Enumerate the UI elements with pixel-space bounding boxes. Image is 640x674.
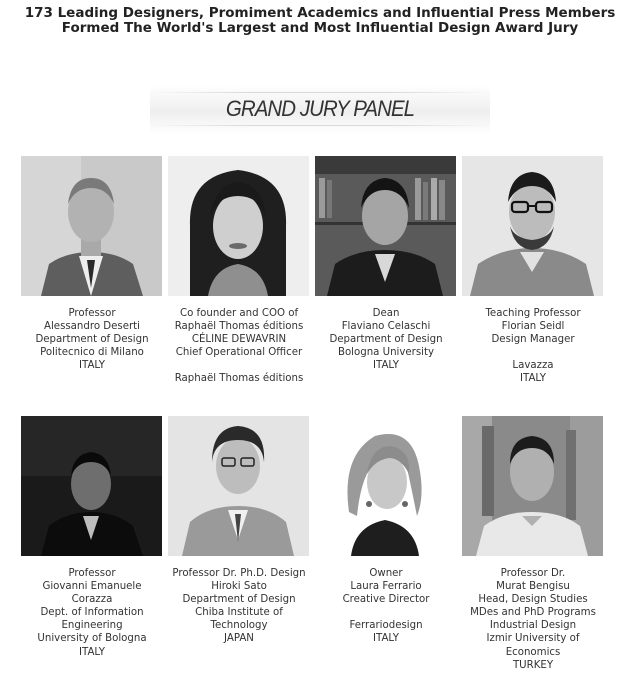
jury-detail: Department of Design [35, 334, 149, 346]
jury-spacer [315, 606, 457, 619]
headline-line-2: Formed The World's Largest and Most Influential Design Award Jury [61, 20, 579, 36]
banner-divider-bottom [150, 125, 490, 126]
jury-country: ITALY [373, 633, 399, 645]
jury-card[interactable] [168, 156, 310, 386]
jury-card[interactable] [168, 416, 310, 646]
jury-detail: Chiba Institute of [195, 607, 283, 619]
jury-title: Professor Dr. [500, 568, 566, 579]
jury-detail: Head, Design Studies [478, 594, 588, 606]
jury-detail: Izmir University of [486, 633, 580, 645]
jury-photo[interactable] [315, 416, 456, 556]
jury-title: Owner [369, 568, 403, 579]
jury-name: CÉLINE DEWAVRIN [191, 334, 287, 346]
jury-photo[interactable] [21, 416, 162, 556]
jury-card[interactable] [315, 156, 457, 372]
jury-name: Flaviano Celaschi [341, 321, 431, 333]
jury-title: Dean [372, 308, 400, 319]
jury-detail: Department of Design [182, 594, 296, 606]
jury-company: Ferrariodesign [349, 620, 423, 632]
grand-jury-banner [150, 84, 490, 134]
jury-info [315, 567, 457, 646]
jury-info [462, 307, 604, 386]
banner-title: GRAND JURY PANEL [225, 96, 415, 121]
jury-info [21, 307, 163, 372]
jury-title: Co founder and COO of [179, 308, 299, 319]
jury-photo[interactable] [168, 156, 309, 296]
jury-card[interactable] [462, 416, 604, 672]
jury-info [21, 567, 163, 659]
jury-detail: MDes and PhD Programs [470, 607, 596, 619]
jury-country: TURKEY [512, 659, 554, 671]
jury-photo[interactable] [462, 156, 603, 296]
jury-title: Teaching Professor [485, 308, 581, 319]
jury-country: ITALY [520, 373, 546, 385]
jury-name: Florian Seidl [501, 321, 565, 333]
jury-detail: Creative Director [342, 594, 430, 606]
headline-line-1: 173 Leading Designers, Promiment Academics and Influential Press Members [24, 5, 616, 21]
jury-detail: Politecnico di Milano [40, 347, 144, 359]
jury-country: ITALY [79, 360, 105, 372]
jury-name: Hiroki Sato [211, 581, 267, 593]
banner-divider-top [150, 92, 490, 93]
jury-detail: Industrial Design [489, 620, 577, 632]
jury-country: ITALY [79, 646, 105, 658]
jury-photo[interactable] [168, 416, 309, 556]
jury-photo[interactable] [462, 416, 603, 556]
jury-name: Alessandro Deserti [44, 321, 140, 333]
page-headline [0, 6, 640, 36]
jury-country: JAPAN [224, 633, 254, 645]
jury-company: Raphaël Thomas éditions [174, 373, 304, 385]
jury-name: Corazza [71, 594, 113, 606]
jury-country: ITALY [373, 360, 399, 372]
jury-title: Professor Dr. Ph.D. Design [172, 568, 306, 579]
jury-info [315, 307, 457, 372]
jury-photo[interactable] [315, 156, 456, 296]
jury-detail: Technology [210, 620, 268, 632]
jury-name: Giovanni Emanuele [42, 581, 142, 593]
jury-spacer [168, 359, 310, 372]
jury-detail: Chief Operational Officer [175, 347, 303, 359]
jury-card[interactable] [21, 416, 163, 659]
jury-title: Professor [68, 568, 116, 579]
jury-card[interactable] [462, 156, 604, 386]
jury-info [168, 567, 310, 646]
jury-detail: Design Manager [491, 334, 575, 346]
jury-card[interactable] [315, 416, 457, 646]
jury-detail: Dept. of Information [40, 607, 144, 619]
jury-detail: Bologna University [337, 347, 435, 359]
jury-photo[interactable] [21, 156, 162, 296]
jury-title: Professor [68, 308, 116, 319]
jury-detail: Engineering [61, 620, 123, 632]
jury-name: Laura Ferrario [350, 581, 422, 593]
jury-name: Murat Bengisu [496, 581, 570, 593]
jury-spacer [462, 346, 604, 359]
jury-detail: Department of Design [329, 334, 443, 346]
jury-detail: Raphaël Thomas éditions [174, 321, 304, 333]
jury-detail: Economics [505, 646, 561, 658]
jury-detail: University of Bologna [37, 633, 147, 645]
jury-info [462, 567, 604, 672]
jury-info [168, 307, 310, 386]
jury-card[interactable] [21, 156, 163, 372]
jury-company: Lavazza [512, 360, 554, 372]
